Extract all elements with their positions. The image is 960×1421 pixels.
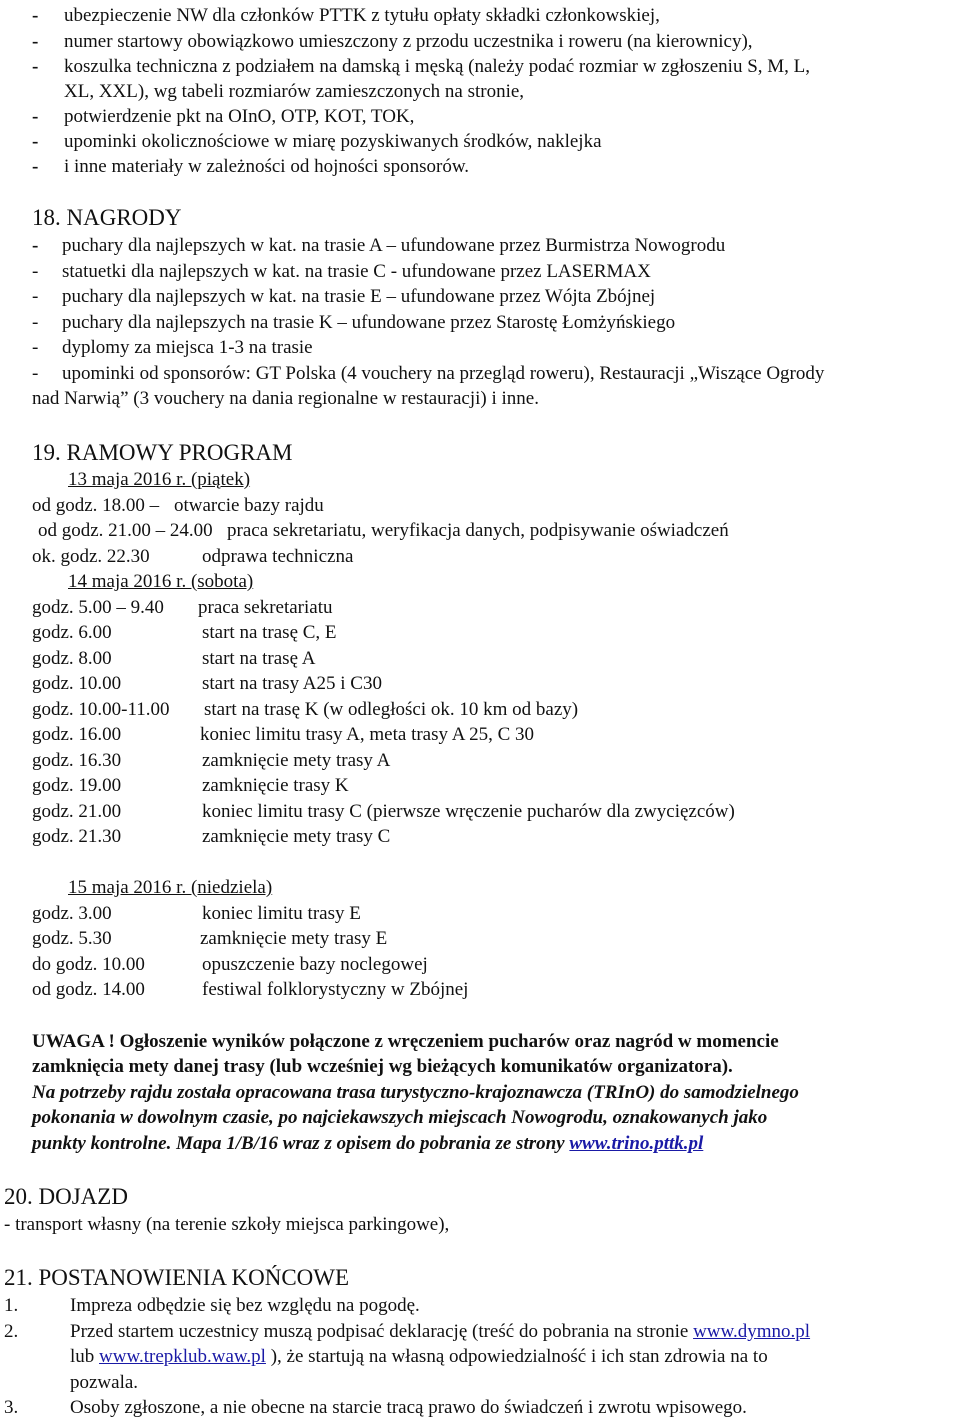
schedule-time: od godz. 21.00 – 24.00 [38, 520, 213, 541]
schedule-event: zamknięcie mety trasy C [202, 826, 391, 847]
schedule-event: opuszczenie bazy noclegowej [202, 954, 428, 975]
schedule-time: godz. 5.00 – 9.40 [32, 597, 164, 618]
list-item: numer startowy obowiązkowo umieszczony z przodu uczestnika i roweru (na kierownicy), [64, 31, 753, 52]
list-item: dyplomy za miejsca 1-3 na trasie [62, 337, 313, 358]
provision-item: Osoby zgłoszone, a nie obecne na starcie tracą prawo do świadczeń i zwrotu wpisowego. [70, 1397, 747, 1418]
list-dash: - [32, 312, 39, 333]
list-item: upominki okolicznościowe w miarę pozyskiwanych środków, naklejka [64, 131, 602, 152]
list-item: statuetki dla najlepszych w kat. na trasie C - ufundowane przez LASERMAX [62, 261, 651, 282]
day-title: 15 maja 2016 r. (niedziela) [68, 877, 273, 898]
list-dash: - [32, 261, 39, 282]
provision-text: Przed startem uczestnicy muszą podpisać deklarację (treść do pobrania na stronie [70, 1321, 694, 1342]
trino-note: pokonania w dowolnym czasie, po najciekawszych miejscach Nowogrodu, oznakowanych jako [32, 1107, 768, 1128]
schedule-event: zamknięcie trasy K [202, 775, 349, 796]
dymno-link[interactable]: www.dymno.pl [693, 1321, 811, 1342]
list-dash: - [32, 286, 39, 307]
section-heading: 21. POSTANOWIENIA KOŃCOWE [4, 1265, 350, 1290]
list-dash: - [32, 106, 39, 127]
schedule-time: godz. 6.00 [32, 622, 112, 643]
schedule-time: godz. 21.30 [32, 826, 122, 847]
list-item: puchary dla najlepszych w kat. na trasie E – ufundowane przez Wójta Zbójnej [62, 286, 656, 307]
schedule-time: godz. 5.30 [32, 928, 112, 949]
schedule-time: godz. 16.00 [32, 724, 122, 745]
schedule-event: start na trasę K (w odległości ok. 10 km od bazy) [204, 699, 579, 720]
schedule-time: godz. 16.30 [32, 750, 122, 771]
provision-text: ), że startują na własną odpowiedzialność i ich stan zdrowia na to [265, 1346, 768, 1367]
schedule-event: koniec limitu trasy E [202, 903, 361, 924]
schedule-event: zamknięcie mety trasy E [200, 928, 388, 949]
trino-link[interactable]: www.trino.pttk.pl [569, 1133, 704, 1154]
provision-item [70, 1345, 768, 1369]
section-heading: 18. NAGRODY [32, 205, 182, 230]
trino-note: Na potrzeby rajdu została opracowana trasa turystyczno-krajoznawcza (TRInO) do samodzielnego [32, 1082, 799, 1103]
section-heading: 20. DOJAZD [4, 1184, 128, 1209]
notice-text: UWAGA ! Ogłoszenie wyników połączone z wręczeniem pucharów oraz nagród w momencie [32, 1031, 779, 1052]
schedule-event: start na trasę C, E [202, 622, 337, 643]
day-title: 13 maja 2016 r. (piątek) [68, 469, 251, 490]
list-item: koszulka techniczna z podziałem na damską i męską (należy podać rozmiar w zgłoszeniu S, M, L, [64, 56, 811, 77]
schedule-event: festiwal folklorystyczny w Zbójnej [202, 979, 469, 1000]
day-title: 14 maja 2016 r. (sobota) [68, 571, 254, 592]
trino-note-text: punkty kontrolne. Mapa 1/B/16 wraz z opisem do pobrania ze strony [32, 1133, 570, 1154]
schedule-time: ok. godz. 22.30 [32, 546, 150, 567]
list-dash: - [32, 235, 39, 256]
schedule-event: praca sekretariatu [198, 597, 333, 618]
provision-item [70, 1320, 810, 1344]
schedule-time: godz. 8.00 [32, 648, 112, 669]
provision-text: lub [70, 1346, 100, 1367]
schedule-event: praca sekretariatu, weryfikacja danych, podpisywanie oświadczeń [227, 520, 729, 541]
schedule-event: zamknięcie mety trasy A [202, 750, 391, 771]
item-number: 2. [4, 1321, 19, 1342]
list-item: puchary dla najlepszych na trasie K – ufundowane przez Starostę Łomżyńskiego [62, 312, 676, 333]
list-dash: - [32, 363, 39, 384]
list-item-continuation: XL, XXL), wg tabeli rozmiarów zamieszczonych na stronie, [64, 81, 525, 102]
list-dash: - [32, 156, 39, 177]
list-dash: - [32, 56, 39, 77]
list-dash: - [32, 131, 39, 152]
schedule-time: od godz. 14.00 [32, 979, 145, 1000]
list-item: upominki od sponsorów: GT Polska (4 vouchery na przegląd roweru), Restauracji „Wiszące Ogrody [62, 363, 825, 384]
list-dash: - [32, 31, 39, 52]
item-number: 1. [4, 1295, 19, 1316]
list-dash: - [32, 337, 39, 358]
item-number: 3. [4, 1397, 19, 1418]
provision-item: Impreza odbędzie się bez względu na pogodę. [70, 1295, 420, 1316]
schedule-event: odprawa techniczna [202, 546, 354, 567]
section-heading: 19. RAMOWY PROGRAM [32, 440, 293, 465]
schedule-time: godz. 10.00-11.00 [32, 699, 170, 720]
schedule-time: godz. 10.00 [32, 673, 122, 694]
provision-item: pozwala. [70, 1372, 139, 1393]
schedule-event: start na trasy A25 i C30 [202, 673, 382, 694]
list-item-continuation: nad Narwią” (3 vouchery na dania regionalne w restauracji) i inne. [32, 388, 539, 409]
list-item: potwierdzenie pkt na OInO, OTP, KOT, TOK, [64, 106, 415, 127]
schedule-event: otwarcie bazy rajdu [174, 495, 324, 516]
schedule-time: godz. 21.00 [32, 801, 122, 822]
trepklub-link[interactable]: www.trepklub.waw.pl [99, 1346, 266, 1367]
schedule-event: koniec limitu trasy C (pierwsze wręczenie pucharów dla zwycięzców) [202, 801, 735, 822]
schedule-time: do godz. 10.00 [32, 954, 145, 975]
schedule-event: start na trasę A [202, 648, 316, 669]
schedule-event: koniec limitu trasy A, meta trasy A 25, C 30 [200, 724, 535, 745]
list-item: puchary dla najlepszych w kat. na trasie A – ufundowane przez Burmistrza Nowogrodu [62, 235, 726, 256]
list-item: ubezpieczenie NW dla członków PTTK z tytułu opłaty składki członkowskiej, [64, 5, 660, 26]
schedule-time: godz. 3.00 [32, 903, 112, 924]
list-item: i inne materiały w zależności od hojności sponsorów. [64, 156, 470, 177]
notice-text: zamknięcia mety danej trasy (lub wcześniej wg bieżących komunikatów organizatora). [32, 1056, 733, 1077]
list-dash: - [32, 5, 39, 26]
schedule-time: godz. 19.00 [32, 775, 122, 796]
transport-text: - transport własny (na terenie szkoły miejsca parkingowe), [4, 1214, 450, 1235]
trino-note [32, 1132, 703, 1156]
schedule-time: od godz. 18.00 – [32, 495, 160, 516]
